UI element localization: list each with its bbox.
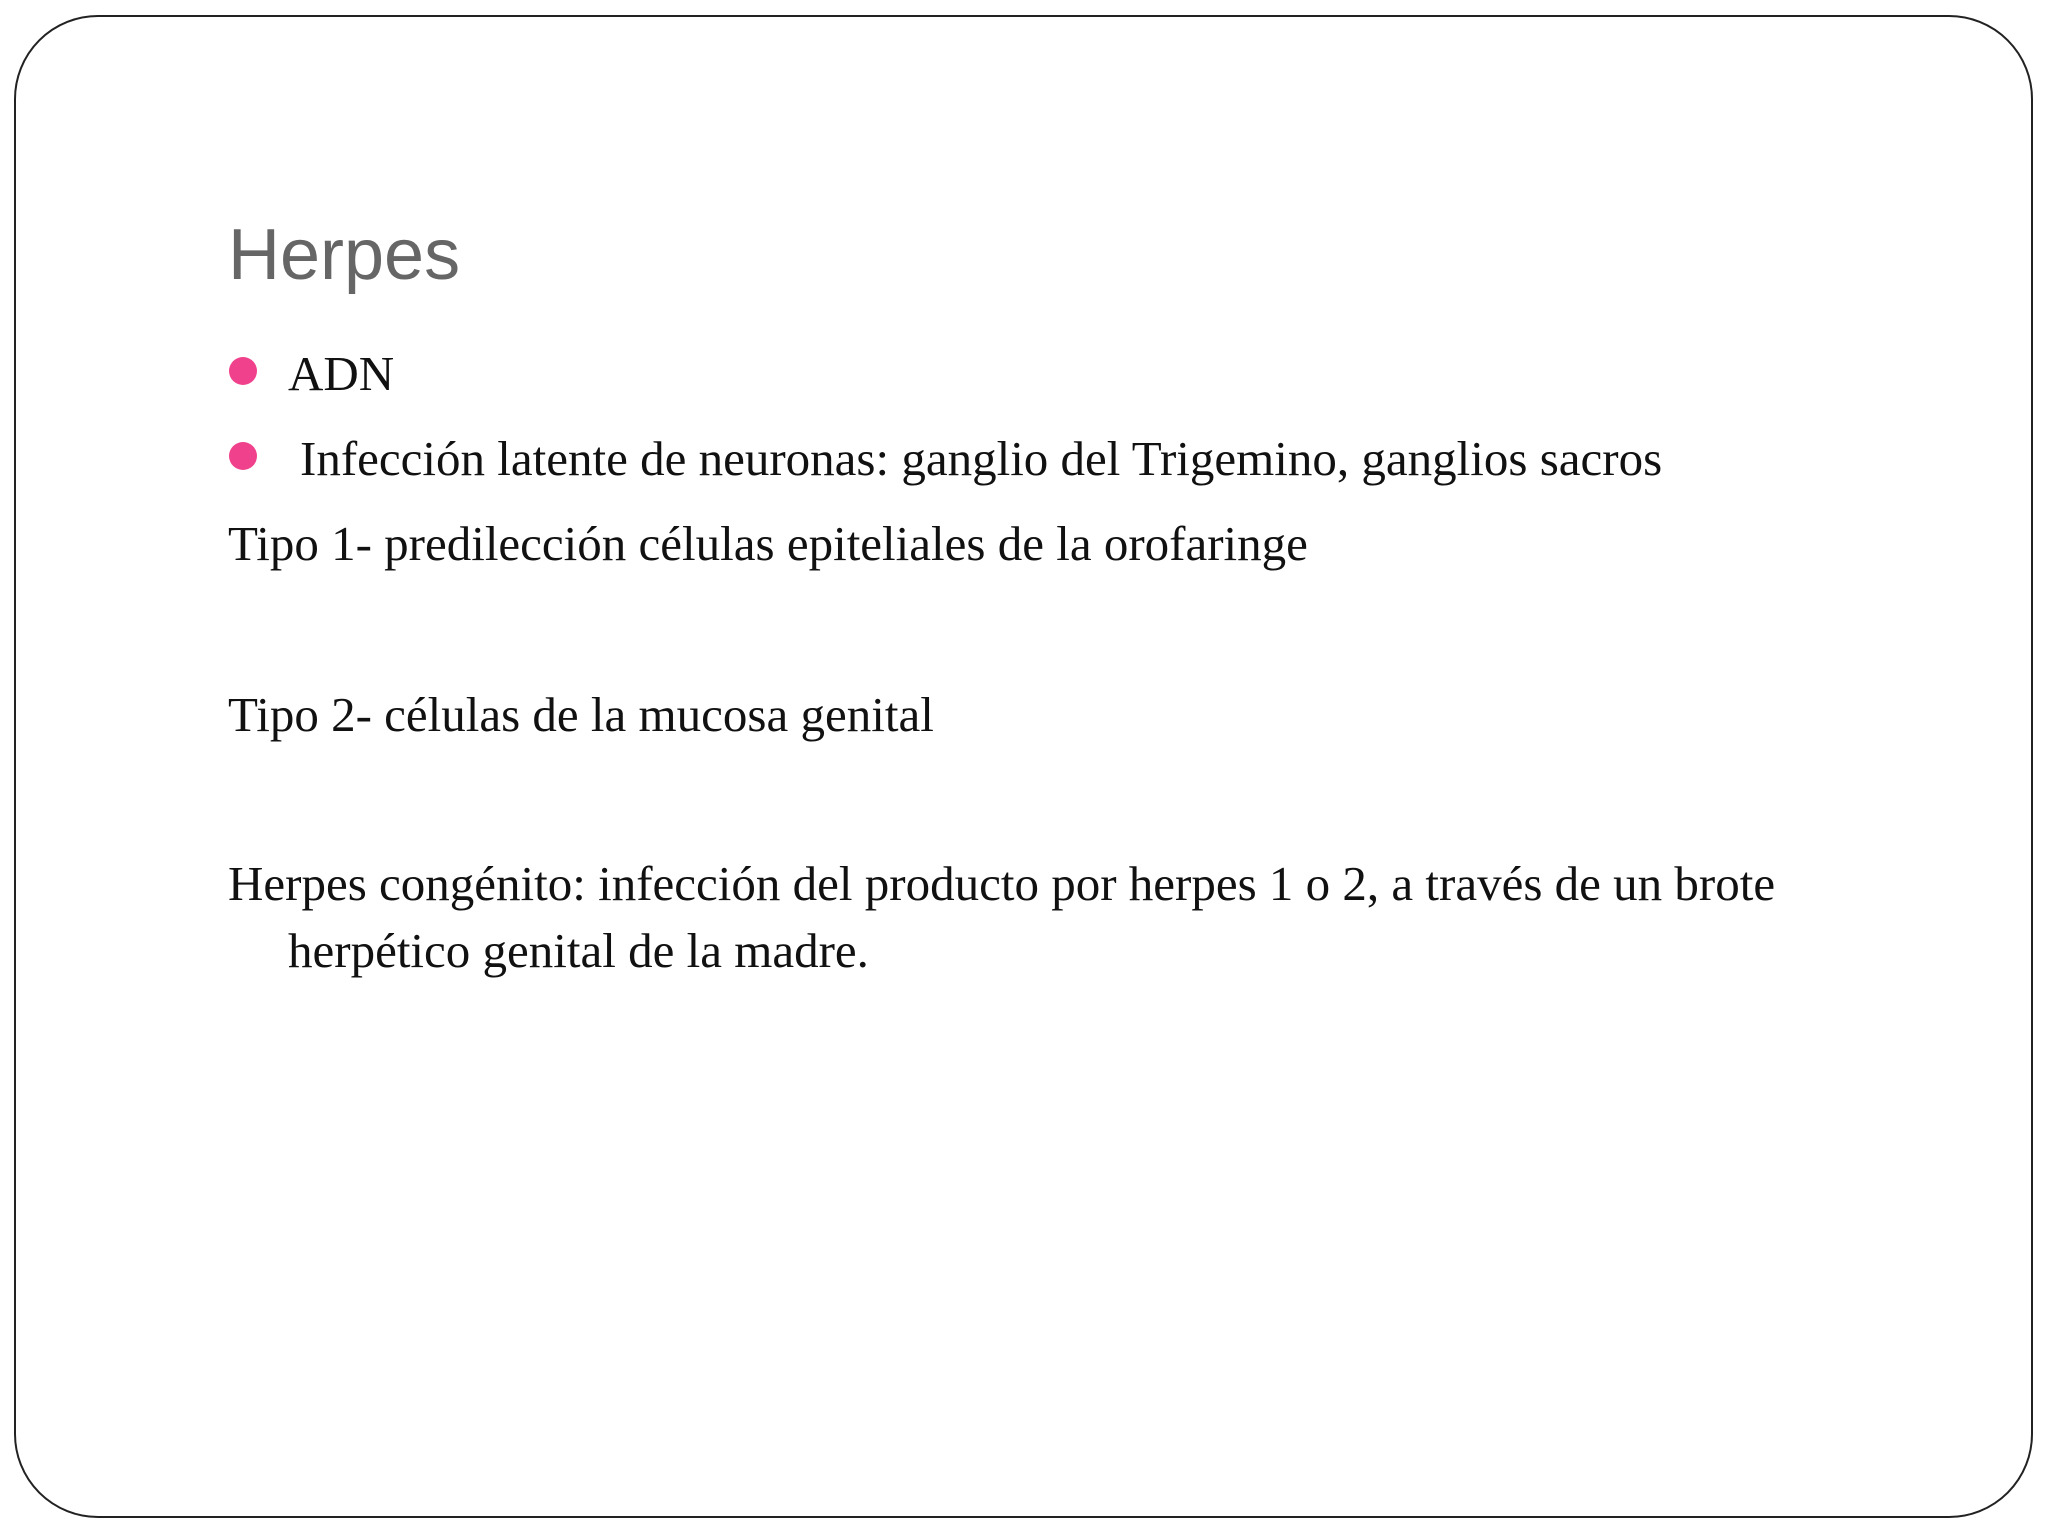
paragraph-herpes-congenito: Herpes congénito: infección del producto por herpes 1 o 2, a través de un brote herpético genital de la madre. [228, 856, 1776, 978]
bullet-text: Infección latente de neuronas: ganglio del Trigemino, ganglios sacros [300, 431, 1663, 486]
bullet-item [228, 423, 1908, 508]
paragraph-spacer [228, 580, 1908, 679]
bullet-text: ADN [288, 346, 395, 401]
paragraph-spacer [228, 751, 1908, 850]
slide-title: Herpes [228, 215, 461, 295]
slide-content [228, 338, 1908, 984]
paragraph-tipo-2: Tipo 2- células de la mucosa genital [228, 687, 934, 742]
bullet-item [228, 338, 1908, 423]
bullet-dot-icon [229, 357, 257, 385]
paragraph-tipo-1: Tipo 1- predilección células epiteliales de la orofaringe [228, 516, 1308, 571]
bullet-dot-icon [229, 442, 257, 470]
